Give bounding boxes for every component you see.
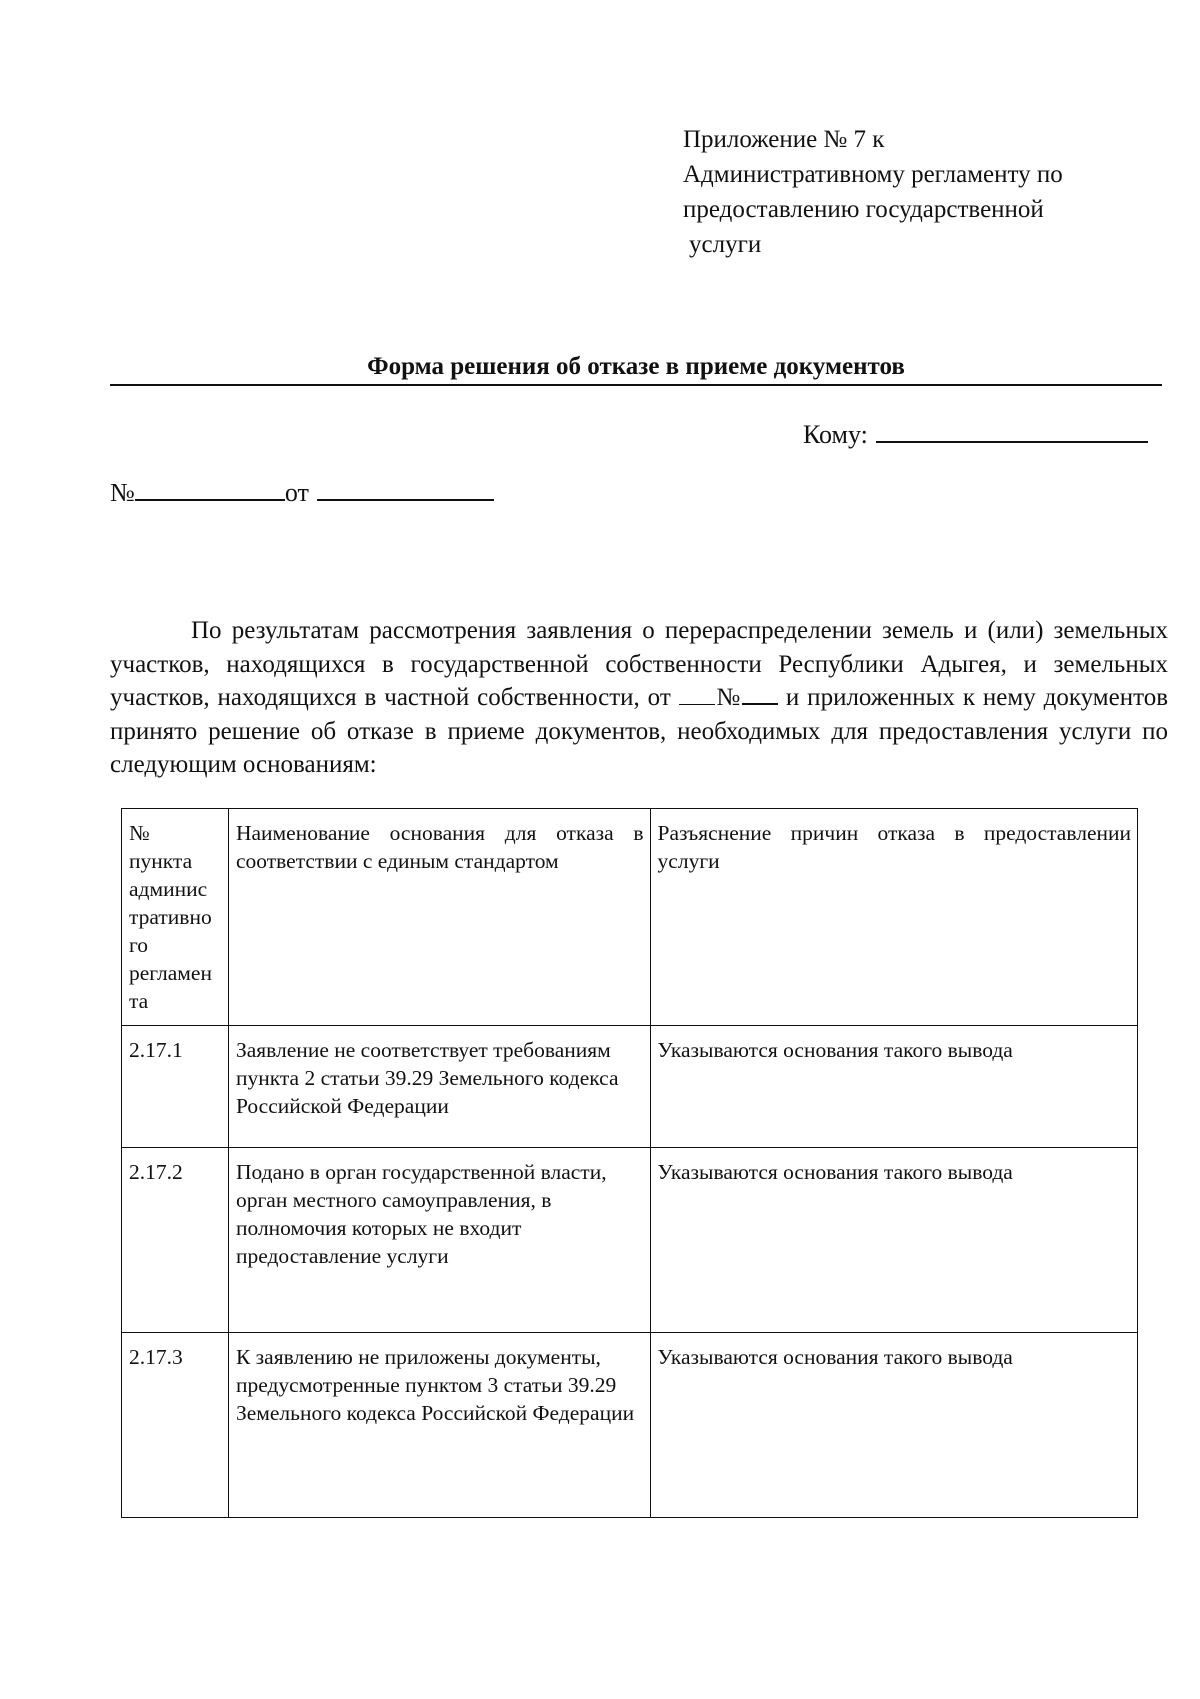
row-number: 2.17.2 — [122, 1148, 229, 1333]
header-cell-number — [122, 809, 229, 1026]
appendix-line: Приложение № 7 к — [683, 126, 885, 153]
header-number-line: админис — [129, 877, 208, 901]
recipient-line — [803, 417, 1148, 451]
header-number-line: го — [129, 933, 149, 957]
paragraph-part-1: По результатам рассмотрения заявления о перераспределении земель и (или) земельных участков, находящихся в государственной собственности Республики Адыгея, и земельных участков, находящихся в частной собственности, от — [110, 617, 1168, 711]
paragraph-number-sign: № — [714, 684, 742, 711]
document-date-blank[interactable] — [317, 475, 494, 501]
recipient-label: Кому: — [803, 420, 868, 449]
appendix-line: Административному регламенту по — [683, 161, 1063, 188]
header-number-line: регламен — [129, 961, 212, 985]
table-header-row — [122, 809, 1138, 1026]
application-date-blank[interactable] — [679, 684, 715, 705]
refusal-grounds-table — [121, 808, 1138, 1518]
appendix-line: предоставлению государственной — [683, 196, 1044, 223]
row-reason: Заявление не соответствует требованиям пункта 2 статьи 39.29 Земельного кодекса Российской Федерации — [228, 1026, 650, 1148]
appendix-header — [683, 122, 1063, 262]
header-number-line: № — [129, 821, 150, 845]
application-number-blank[interactable] — [742, 683, 778, 705]
row-explanation: Указываются основания такого вывода — [650, 1026, 1137, 1148]
number-sign: № — [110, 478, 135, 507]
recipient-blank-field[interactable] — [876, 417, 1148, 443]
row-reason: Подано в орган государственной власти, орган местного самоуправления, в полномочия которых не входит предоставление услуги — [228, 1148, 650, 1333]
header-cell-reason: Наименование основания для отказа в соответствии с единым стандартом — [228, 809, 650, 1026]
appendix-line: услуги — [689, 231, 762, 258]
header-number-line: та — [129, 989, 149, 1013]
decision-paragraph — [110, 614, 1168, 782]
paragraph-part-2: и приложенных к нему документов принято решение об отказе в приеме документов, необходимых для предоставления услуги по следующим основаниям: — [110, 684, 1169, 778]
table-row — [122, 1333, 1138, 1518]
table-row — [122, 1148, 1138, 1333]
row-number: 2.17.3 — [122, 1333, 229, 1518]
form-title-block — [110, 352, 1162, 386]
row-explanation: Указываются основания такого вывода — [650, 1148, 1137, 1333]
document-reference-line — [110, 475, 494, 509]
from-label: от — [284, 478, 309, 507]
table-row — [122, 1026, 1138, 1148]
document-number-blank[interactable] — [135, 475, 285, 501]
row-reason: К заявлению не приложены документы, предусмотренные пунктом 3 статьи 39.29 Земельного кодекса Российской Федерации — [228, 1333, 650, 1518]
header-number-line: пункта — [129, 849, 193, 873]
row-explanation: Указываются основания такого вывода — [650, 1333, 1137, 1518]
row-number: 2.17.1 — [122, 1026, 229, 1148]
form-title: Форма решения об отказе в приеме документов — [367, 353, 905, 380]
header-cell-explanation: Разъяснение причин отказа в предоставлении услуги — [650, 809, 1137, 1026]
header-number-line: тративно — [129, 905, 212, 929]
